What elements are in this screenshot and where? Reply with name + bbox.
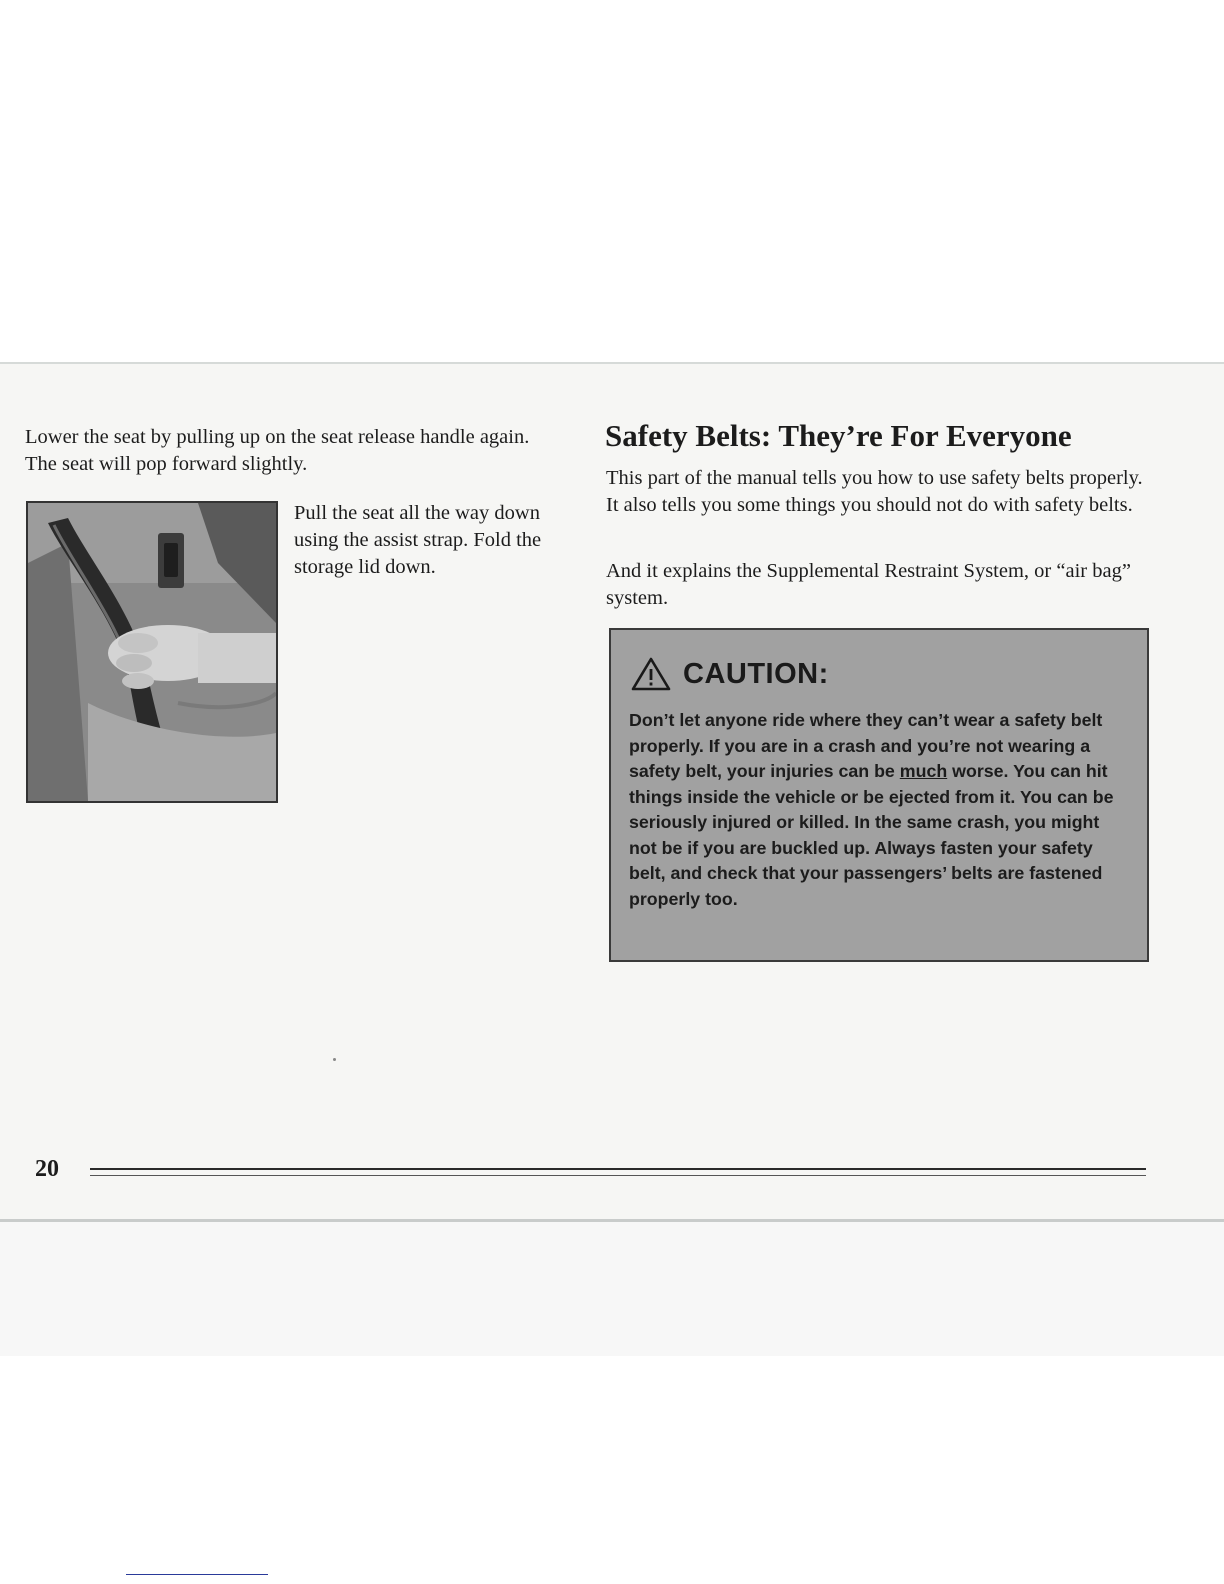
footer-rule-thin [90,1175,1146,1176]
footer-rule [90,1168,1146,1170]
caution-heading [631,654,829,694]
caution-emphasis: much [899,761,948,781]
assist-strap-illustration [28,503,276,801]
intro-paragraph: This part of the manual tells you how to use safety belts properly. It also tells you some things you should not do with safety belts. [606,467,1143,516]
assist-strap-instruction: Pull the seat all the way down using the assist strap. Fold the storage lid down. [294,502,542,578]
caution-text-start: Don’t let anyone ride where they can’t wear a safety belt properly. If you are in a crash and you’re not wearing a safety belt, your injuries can be [629,710,1103,781]
page-number: 20 [35,1156,59,1182]
caution-label: CAUTION: [683,657,829,690]
airbag-paragraph: And it explains the Supplemental Restraint System, or “air bag” system. [606,560,1131,609]
section-title: Safety Belts: They’re For Everyone [605,418,1072,453]
page-bottom-margin [0,1222,1224,1356]
seat-lower-instruction: Lower the seat by pulling up on the seat release handle again. The seat will pop forward slightly. [25,426,530,475]
caution-box [609,628,1149,962]
scan-speck [333,1058,336,1061]
footer-underline [126,1574,268,1575]
caution-text [629,708,1129,912]
caution-text-end: worse. You can hit things inside the vehicle or be ejected from it. You can be seriously injured or killed. In the same crash, you might not be if you are buckled up. Always fasten your safety belt, and check that your passengers’ belts are fastened properly too. [629,761,1114,909]
assist-strap-photo [26,501,278,803]
warning-triangle-icon [631,656,671,692]
